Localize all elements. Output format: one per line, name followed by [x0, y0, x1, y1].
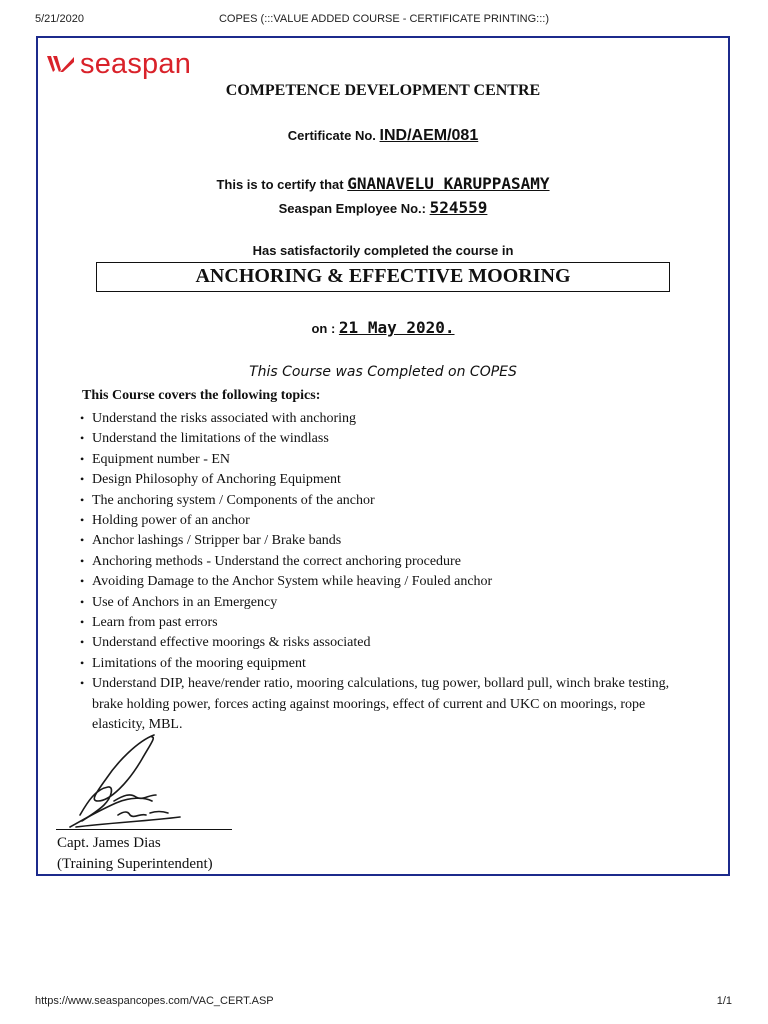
- topics-list: [80, 409, 700, 736]
- recipient-name: GNANAVELU KARUPPASAMY: [347, 174, 550, 193]
- organization-title: COMPETENCE DEVELOPMENT CENTRE: [225, 82, 541, 99]
- logo-wordmark: seaspan: [80, 48, 192, 80]
- certify-line: [38, 174, 728, 193]
- completion-date-line: [38, 318, 728, 337]
- certify-label: This is to certify that: [216, 177, 344, 192]
- signatory-name: Capt. James Dias: [57, 835, 161, 851]
- topic-item: • Holding power of an anchor: [80, 511, 700, 531]
- certificate-number: IND/AEM/081: [379, 127, 479, 144]
- completed-on-copes: This Course was Completed on COPES: [249, 364, 517, 380]
- seaspan-logo-icon: [46, 53, 76, 75]
- topic-item: • Understand DIP, heave/render ratio, mooring calculations, tug power, bollard pull, winch brake testing, brake holding power, forces acting against moorings, effect of current and UKC on moorings, rope elasticity, MBL.: [80, 674, 700, 735]
- topic-item: • Understand the limitations of the windlass: [80, 429, 700, 449]
- print-footer-url: https://www.seaspancopes.com/VAC_CERT.ASP: [35, 995, 274, 1007]
- topic-item: • Limitations of the mooring equipment: [80, 654, 700, 674]
- employee-number: 524559: [429, 198, 488, 217]
- on-label: on :: [311, 321, 336, 336]
- topic-item: • Understand effective moorings & risks associated: [80, 633, 700, 653]
- print-footer-page: 1/1: [716, 995, 732, 1007]
- topic-item: • Equipment number - EN: [80, 450, 700, 470]
- topics-title: This Course covers the following topics:: [82, 388, 321, 403]
- topic-item: • The anchoring system / Components of the anchor: [80, 491, 700, 511]
- topic-item: • Anchoring methods - Understand the correct anchoring procedure: [80, 552, 700, 572]
- topic-item: • Design Philosophy of Anchoring Equipment: [80, 470, 700, 490]
- employee-label: Seaspan Employee No.:: [278, 201, 426, 216]
- signatory: [57, 833, 213, 875]
- seaspan-logo: [46, 47, 191, 81]
- employee-line: [38, 198, 728, 217]
- certificate-frame: [36, 36, 730, 876]
- certificate-number-line: [38, 127, 728, 145]
- signature-line: [56, 829, 232, 830]
- completion-date: 21 May 2020.: [338, 318, 455, 337]
- signatory-title: (Training Superintendent): [57, 856, 213, 872]
- topic-item: • Use of Anchors in an Emergency: [80, 593, 700, 613]
- completed-label: Has satisfactorily completed the course in: [252, 243, 514, 258]
- certificate-number-label: Certificate No.: [287, 128, 376, 143]
- topic-item: • Understand the risks associated with anchoring: [80, 409, 700, 429]
- topic-item: • Learn from past errors: [80, 613, 700, 633]
- topic-item: • Avoiding Damage to the Anchor System while heaving / Fouled anchor: [80, 572, 700, 592]
- signature-image: [58, 731, 188, 831]
- print-date: 5/21/2020: [35, 13, 84, 25]
- topic-item: • Anchor lashings / Stripper bar / Brake bands: [80, 531, 700, 551]
- course-title: ANCHORING & EFFECTIVE MOORING: [96, 262, 670, 292]
- print-header-title: COPES (:::VALUE ADDED COURSE - CERTIFICATE PRINTING:::): [218, 13, 550, 25]
